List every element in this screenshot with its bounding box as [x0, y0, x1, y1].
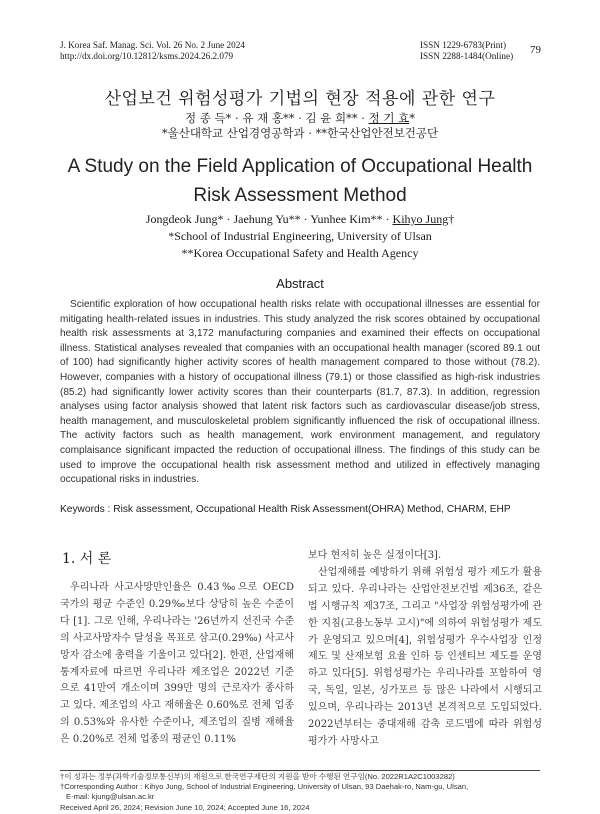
- title-korean: 산업보건 위험성평가 기법의 현장 적용에 관한 연구: [104, 89, 496, 109]
- corresponding-author-note: †Corresponding Author : Kihyo Jung, School of Industrial Engineering, University of Ulsan, 93 Daehak-ro, Nam-gu, Ulsan,: [60, 782, 469, 792]
- section-title-introduction: 1. 서 론: [62, 551, 112, 567]
- issn-online: ISSN 2288-1484(Online): [420, 51, 514, 61]
- corresponding-author-english: Kihyo Jung: [392, 212, 449, 226]
- authors-korean: [0, 110, 600, 126]
- received-dates: Received April 26, 2024; Revision June 10, 2024; Accepted June 16, 2024: [60, 802, 310, 812]
- issn-print: ISSN 1229-6783(Print): [420, 40, 507, 50]
- funding-note: †이 성과는 정부(과학기술정보통신부)의 재원으로 한국연구재단의 지원을 받아 수행된 연구임(No. 2022R1A2C1003282): [60, 772, 455, 781]
- affiliation-english-2: **Korea Occupational Safety and Health Agency: [181, 246, 419, 260]
- intro-paragraph-right-continuation: 보다 현저히 높은 실정이다[3].: [308, 550, 442, 561]
- affiliation-english-1: *School of Industrial Engineering, University of Ulsan: [168, 229, 432, 243]
- journal-citation: J. Korea Saf. Manag. Sci. Vol. 26 No. 2 June 2024: [60, 40, 245, 50]
- authors-korean-main: 정 종 득* · 유 재 홍** · 김 윤 희** ·: [185, 111, 369, 125]
- doi-link[interactable]: http://dx.doi.org/10.12812/ksms.2024.26.2.079: [60, 51, 234, 61]
- title-english: A Study on the Field Application of Occupational Health Risk Assessment Method: [67, 156, 533, 206]
- email-note[interactable]: E-mail: kjung@ulsan.ac.kr: [66, 792, 155, 802]
- corresponding-mark-english: †: [448, 212, 455, 226]
- corresponding-mark-korean: *: [409, 111, 415, 125]
- footnote-divider: [60, 770, 540, 771]
- page-number: 79: [530, 44, 541, 56]
- abstract-text: Scientific exploration of how occupational health risks relate with occupational illnesses are essential for mitigating health-related issues in industries. This study analyzed the risk scores obtained by occupational health risk assessments at 3,172 manufacturing companies and examined their effects on occupational illness. Statistical analyses revealed that companies with an occupational health manager (scored 89.1 out of 100) had significantly higher activity scores of health management compared to those without (78.2). However, companies with a history of occupational illness (79.1) or those classified as high-risk industries (85.2) had significantly lower activity scores than their counterparts (81.7, 87.3). In addition, regression analyses using factor analysis showed that latent risk factors such as cardiovascular disease/job stress, health management, and musculoskeletal problem significantly influenced the risk of occupational illness. The activity factors such as health management, work environment management, and regulatory complaisance significant impacted the reduction of occupational illness. The findings of this study can be used to improve the occupational health risk assessment method and utilized in effectively managing occupational risks in industries.: [60, 299, 540, 486]
- intro-column-right: [308, 548, 542, 751]
- issn-block: [420, 40, 513, 62]
- intro-paragraph-left: 우리나라 사고사망만인율은 0.43‰으로 OECD 국가의 평균 수준인 0.29‰보다 상당히 높은 수준이다 [1]. 그로 인해, 우리나라는 '26년까지 선진국 수준의 사고사망자수 달성을 목표로 삼고(0.29‰) 사고사망자 감소에 총력을 기울이고 있다[2]. 한편, 산업재해 통계자료에 따르면 우리나라 제조업은 2022년 기준으로 41만여 개소이며 399만 명의 근로자가 종사하고 있다. 제조업의 사고 재해율은 0.60%로 전체 업종의 0.53%와 유사한 수준이나, 제조업의 질병 재해율은 0.20%로 전체 업종의 평균인 0.11%: [60, 582, 294, 746]
- abstract-heading: Abstract: [276, 276, 324, 291]
- intro-paragraph-right: 산업재해를 예방하기 위해 위험성 평가 제도가 활용되고 있다. 우리나라는 산업안전보건법 제36조, 같은 법 시행규칙 제37조, 그리고 "사업장 위험성평가에 관한 지침(고용노동부 고시)"에 의하여 위험성평가 제도가 운영되고 있으며[4], 위험성평가 우수사업장 인정제도 및 산재보험 요율 인하 등 인센티브 제도를 운영하고 있다[5]. 위험성평가는 우리나라를 포함하여 영국, 독일, 일본, 싱가포르 등 많은 나라에서 시행되고 있으며, 우리나라는 2013년 본격적으로 도입되었다. 2022년부터는 중대재해 감축 로드맵에 따라 위험성평가가 사망사고: [308, 566, 542, 747]
- keywords: Keywords : Risk assessment, Occupational Health Risk Assessment(OHRA) Method, CHARM, EHP: [60, 504, 511, 515]
- corresponding-author-korean: 정 기 효: [368, 111, 410, 125]
- authors-english-main: Jongdeok Jung* · Jaehung Yu** · Yunhee Kim** ·: [145, 212, 393, 226]
- authors-english: [0, 212, 600, 227]
- journal-header: [60, 40, 245, 62]
- footnotes: [60, 772, 540, 813]
- affiliation-korean: *울산대학교 산업경영공학과 · **한국산업안전보건공단: [161, 126, 439, 140]
